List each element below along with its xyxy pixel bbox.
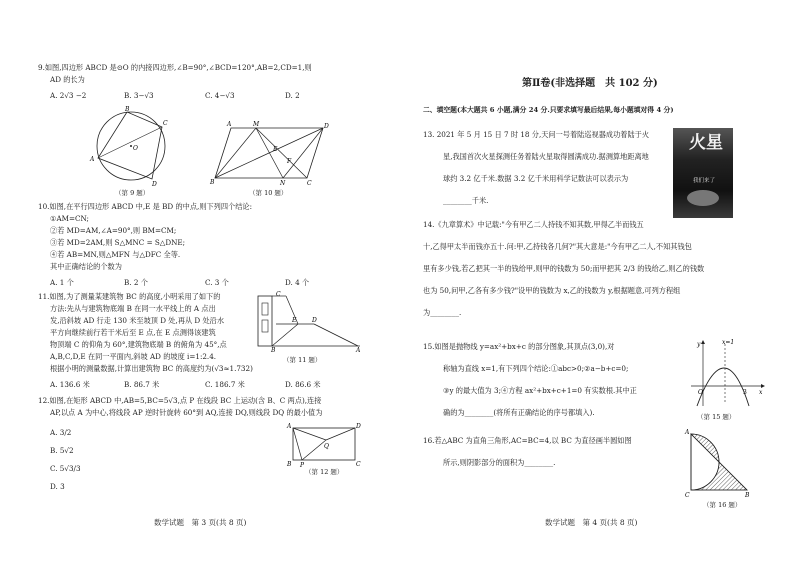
q12-label-a: A (287, 423, 292, 430)
q13-line3: 球约 3.2 亿千米.数据 3.2 亿千米用科学记数法可以表示为 (443, 174, 629, 183)
q16-caption: （第 16 题） (703, 501, 742, 509)
q11-label-c: C (276, 291, 281, 298)
q9-figure (92, 106, 172, 186)
left-page-footer: 数学试题 第 3 页(共 8 页) (154, 518, 247, 527)
q11-option-d: D. 86.6 米 (285, 380, 321, 389)
q12-option-c: C. 5√3/3 (50, 464, 81, 473)
q16-figure (685, 429, 751, 499)
q15-label-axis: x=1 (722, 339, 735, 346)
q9-label-o: O (133, 145, 138, 152)
q9-option-c: C. 4−√3 (205, 91, 235, 100)
q14-line2: 十,乙得甲太半而钱亦五十.问:甲,乙持钱各几何?"其大意是:"今有甲乙二人,不知其钱包 (423, 242, 692, 251)
q14-line3: 里有多少钱,若乙把其一半的钱给甲,则甲的钱数为 50;而甲把其 2/3 的钱给乙,则乙的钱数 (423, 264, 705, 273)
q10-line1: 10.如图,在平行四边形 ABCD 中,E 是 BD 的中点,则下列四个结论: (38, 202, 253, 211)
mars-poster-title: 火星 (689, 133, 723, 153)
q11-line7: 根据小明的测量数据,计算出建筑物 BC 的高度约为(√3≈1.732) (50, 364, 253, 373)
mars-poster-image (673, 128, 733, 218)
q9-line2: AD 的长为 (50, 75, 85, 84)
q9-caption: （第 9 题） (115, 189, 150, 197)
q16-label-a: A (685, 429, 690, 436)
q11-option-c: C. 186.7 米 (205, 380, 245, 389)
section-title: 第Ⅱ卷(非选择题 共 102 分) (522, 78, 658, 89)
q11-line1: 11.如图,为了测量某建筑物 BC 的高度,小明采用了如下的 (38, 292, 221, 301)
q10-option-d: D. 4 个 (285, 278, 310, 287)
q9-line1: 9.如图,四边形 ABCD 是⊙O 的内接四边形,∠B=90°,∠BCD=120°,AB=2,CD=1,则 (38, 63, 312, 72)
q12-figure (287, 423, 361, 469)
q12-line1: 12.如图,在矩形 ABCD 中,AB=5,BC=5√3,点 P 在线段 BC 上运动(含 B、C 两点),连接 (38, 396, 322, 405)
planet-surface-glow (687, 190, 719, 206)
q10-option-b: B. 2 个 (124, 278, 148, 287)
q9-label-a: A (90, 156, 95, 163)
section-instruction: 二、填空题(本大题共 6 小题,满分 24 分.只要求填写最后结果,每小题填对得 4 分) (423, 106, 674, 114)
q12-option-d: D. 3 (50, 482, 65, 491)
q12-label-q: Q (324, 443, 329, 450)
right-page-footer: 数学试题 第 4 页(共 8 页) (545, 518, 638, 527)
q13-line2: 星,我国首次火星探测任务着陆火星取得圆满成功.据测算地距离地 (443, 152, 649, 161)
right-page (397, 0, 794, 562)
q10-line2: ①AM=CN; (50, 214, 89, 223)
q10-label-n: N (280, 180, 286, 187)
q12-option-b: B. 5√2 (50, 446, 74, 455)
q9-label-c: C (163, 120, 168, 127)
q11-line5: 物顶端 C 的仰角为 60°,建筑物底端 B 的俯角为 45°,点 (50, 340, 227, 349)
q14-line4: 也为 50,问甲,乙各有多少钱?"设甲的钱数为 x,乙的钱数为 y,根据题意,可列方程组 (423, 286, 681, 295)
q11-figure (256, 291, 366, 354)
q16-line1: 16.若△ABC 为直角三角形,AC=BC=4,以 BC 为直径画半圆如图 (423, 436, 632, 445)
q11-option-b: B. 86.7 米 (124, 380, 160, 389)
q11-label-b: B (271, 347, 276, 354)
q10-line3: ②若 MD=AM,∠A=90°,则 BM=CM; (50, 226, 177, 235)
q10-label-d: D (324, 123, 329, 130)
q15-figure (689, 340, 765, 408)
q15-label-o: O (698, 389, 703, 396)
q9-label-b: B (125, 106, 130, 113)
q11-option-a: A. 136.6 米 (50, 380, 90, 389)
q16-label-c: C (685, 492, 690, 499)
q15-label-3: 3 (743, 389, 747, 396)
q11-label-a: A (356, 347, 361, 354)
q10-option-a: A. 1 个 (50, 278, 74, 287)
q15-line4: 确的为________(将所有正确结论的序号都填入). (443, 408, 595, 417)
q10-line6: 其中正确结论的个数为 (50, 262, 122, 271)
q12-label-b: B (287, 461, 292, 468)
q14-line1: 14.《九章算术》中记载:"今有甲乙二人持钱不知其数,甲得乙半而钱五 (423, 220, 644, 229)
q10-label-b: B (210, 179, 215, 186)
q11-label-e: E (292, 317, 297, 324)
q11-line2: 方法:先从与建筑物底端 B 在同一水平线上的 A 点出 (50, 304, 216, 313)
q10-label-f: F (287, 158, 292, 165)
q10-label-e: E (273, 146, 278, 153)
q12-line2: AP,以点 A 为中心,将线段 AP 逆时针旋转 60°到 AQ,连接 DQ,则线段 DQ 的最小值为 (50, 408, 323, 417)
q11-line3: 发,沿斜坡 AD 行走 130 米至坡顶 D 处,再从 D 处沿水 (50, 316, 225, 325)
q15-caption: （第 15 题） (697, 413, 736, 421)
mars-poster-subtitle: 我们来了 (693, 178, 716, 184)
q15-line1: 15.如图是抛物线 y=ax²+bx+c 的部分图象,其顶点(3,0),对 (423, 342, 615, 351)
q10-option-c: C. 3 个 (205, 278, 229, 287)
q10-line5: ④若 AB=MN,则△MFN 与△DFC 全等. (50, 250, 181, 259)
q15-line3: ③y 的最大值为 3;④方程 ax²+bx+c+1=0 有实数根.其中正 (443, 386, 637, 395)
q9-option-b: B. 3−√3 (124, 91, 154, 100)
q9-option-a: A. 2√3 −2 (50, 91, 87, 100)
q15-label-x: x (759, 389, 763, 396)
q10-caption: （第 10 题） (249, 189, 288, 197)
q11-line6: A,B,C,D,E 在同一平面内,斜坡 AD 的坡度 i=1:2.4. (50, 352, 217, 361)
q11-line4: 平方向继续前行若干米后至 E 点,在 E 点测得该建筑 (50, 328, 216, 337)
q10-line4: ③若 MD=2AM,则 S△MNC = S△DNE; (50, 238, 186, 247)
q15-label-y: y (697, 341, 701, 348)
q12-option-a: A. 3/2 (50, 428, 72, 437)
q10-label-m: M (253, 121, 260, 128)
q10-label-a: A (227, 121, 232, 128)
q13-line1: 13. 2021 年 5 月 15 日 7 时 18 分,天问一号着陆巡视器成功着陆于火 (423, 130, 650, 139)
q11-caption: （第 11 题） (283, 356, 322, 364)
q9-option-d: D. 2 (285, 91, 300, 100)
q12-label-c: C (356, 461, 361, 468)
q15-line2: 称轴为直线 x=1,有下列四个结论:①abc>0;②a−b+c=0; (443, 364, 629, 373)
q12-label-d: D (356, 423, 361, 430)
q14-line5: 为________. (423, 308, 462, 317)
q16-line2: 所示,则阴影部分的面积为________. (443, 458, 556, 467)
q13-line4: ________千米. (443, 196, 489, 205)
q12-caption: （第 12 题） (305, 468, 344, 476)
q10-figure (210, 121, 333, 187)
q10-label-c: C (307, 180, 312, 187)
q12-label-p: P (300, 462, 305, 469)
q11-label-d: D (312, 317, 317, 324)
q16-label-b: B (745, 492, 750, 499)
q9-label-d: D (152, 181, 157, 188)
